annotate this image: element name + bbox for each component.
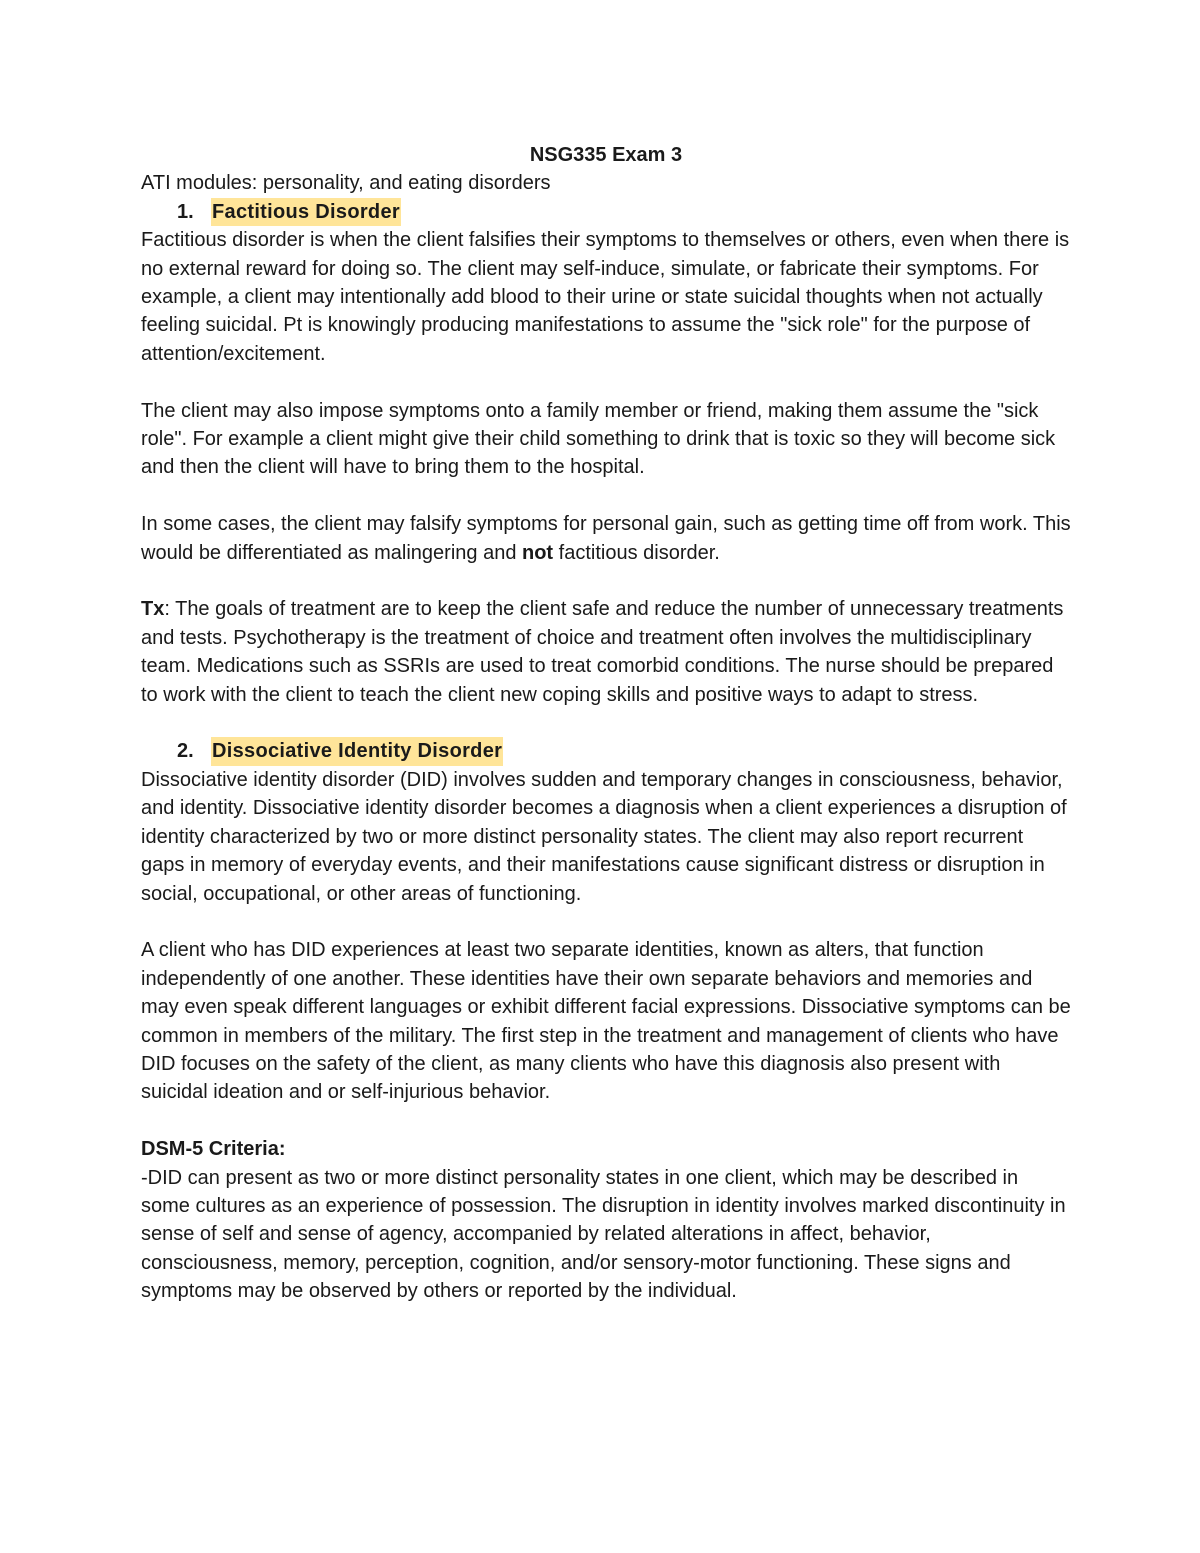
paragraph-factitious-imposed: The client may also impose symptoms onto a family member or friend, making them assume the "sick role". For example a client might give their child something to drink that is toxic so they will become sick and then the client will have to bring them to the hospital. bbox=[141, 399, 1056, 479]
document-title: NSG335 Exam 3 bbox=[529, 144, 683, 166]
section-heading-text: Dissociative Identity Disorder bbox=[211, 737, 503, 765]
document-subtitle: ATI modules: personality, and eating disorders bbox=[141, 172, 551, 195]
paragraph-dsm-criteria: -DID can present as two or more distinct personality states in one client, which may be described in some cultures as an experience of possession. The disruption in identity involves marked discontinuity in sense of self and sense of agency, accompanied by related alterations in affect, behavior, consciousness, memory, perception, cognition, and/or sensory-motor functioning. These signs and symptoms may be observed by others or reported by the individual. bbox=[141, 1166, 1066, 1303]
section-number: 1. bbox=[177, 200, 194, 223]
section-heading-factitious bbox=[141, 198, 1071, 226]
section-number: 2. bbox=[177, 740, 194, 763]
paragraph-malingering bbox=[141, 510, 1071, 567]
section-heading-did bbox=[141, 737, 1071, 765]
paragraph-did-definition: Dissociative identity disorder (DID) involves sudden and temporary changes in consciousness, behavior, and identity. Dissociative identity disorder becomes a diagnosis when a client experiences a disruption of identity characterized by two or more distinct personality states. The client may also report recurrent gaps in memory of everyday events, and their manifestations cause significant distress or disruption in social, occupational, or other areas of functioning. bbox=[141, 768, 1067, 905]
paragraph-malingering-end: factitious disorder. bbox=[553, 541, 720, 564]
paragraph-malingering-text: In some cases, the client may falsify symptoms for personal gain, such as getting time off from work. This would be differentiated as malingering and bbox=[141, 513, 1071, 564]
paragraph-factitious-definition: Factitious disorder is when the client falsifies their symptoms to themselves or others, even when there is no external reward for doing so. The client may self-induce, simulate, or fabricate their symptoms. For example, a client may intentionally add blood to their urine or state suicidal thoughts when not actually feeling suicidal. Pt is knowingly producing manifestations to assume the "sick role" for the purpose of attention/excitement. bbox=[141, 229, 1070, 365]
treatment-text: : The goals of treatment are to keep the client safe and reduce the number of unnecessary treatments and tests. Psychotherapy is the treatment of choice and treatment often involves the multidisciplinary team. Medications such as SSRIs are used to treat comorbid conditions. The nurse should be prepared to work with the client to teach the client new coping skills and positive ways to adapt to stress. bbox=[141, 598, 1064, 706]
paragraph-treatment bbox=[141, 595, 1071, 709]
emphasis-not: not bbox=[522, 541, 554, 564]
dsm-criteria-heading: DSM-5 Criteria: bbox=[141, 1138, 286, 1161]
paragraph-did-alters: A client who has DID experiences at least two separate identities, known as alters, that function independently of one another. These identities have their own separate behaviors and memories and may even speak different languages or exhibit different facial expressions. Dissociative symptoms can be common in members of the military. The first step in the treatment and management of clients who have DID focuses on the safety of the client, as many clients who have this diagnosis also present with suicidal ideation and or self-injurious behavior. bbox=[141, 939, 1071, 1104]
document-page bbox=[141, 141, 1071, 1306]
treatment-label: Tx bbox=[141, 598, 165, 621]
section-heading-text: Factitious Disorder bbox=[211, 198, 401, 226]
